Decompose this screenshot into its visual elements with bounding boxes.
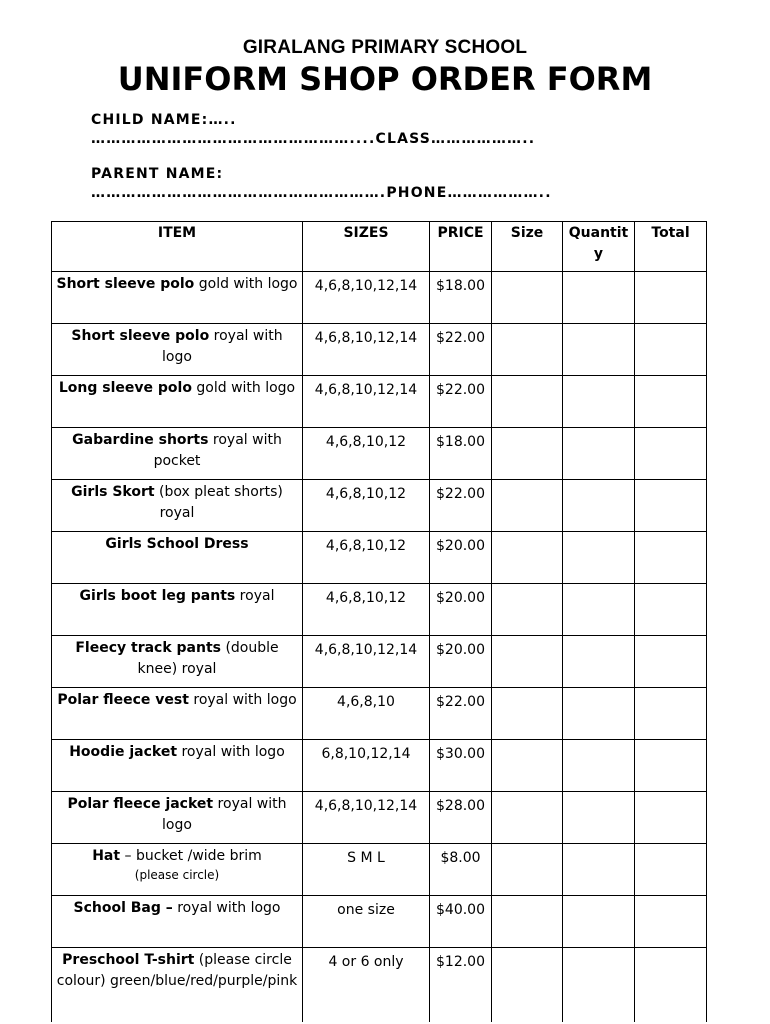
table-row (52, 376, 707, 428)
table-row (52, 480, 707, 532)
price-cell: $22.00 (430, 324, 492, 376)
total-entry-cell[interactable] (635, 428, 707, 480)
item-cell (52, 480, 303, 532)
size-entry-cell[interactable] (492, 636, 563, 688)
sizes-cell: 4,6,8,10,12,14 (303, 376, 430, 428)
table-row (52, 844, 707, 896)
item-description: royal with logo (177, 744, 285, 760)
header-item: ITEM (52, 222, 303, 272)
size-entry-cell[interactable] (492, 844, 563, 896)
item-cell (52, 428, 303, 480)
school-name: GIRALANG PRIMARY SCHOOL (242, 37, 528, 58)
sizes-cell: S M L (303, 844, 430, 896)
item-name: Polar fleece vest (57, 692, 189, 708)
quantity-entry-cell[interactable] (563, 272, 635, 324)
item-name: Gabardine shorts (72, 432, 209, 448)
sizes-cell: 4,6,8,10,12,14 (303, 272, 430, 324)
item-cell (52, 792, 303, 844)
item-cell (52, 896, 303, 948)
quantity-entry-cell[interactable] (563, 740, 635, 792)
sizes-cell: 4,6,8,10,12,14 (303, 792, 430, 844)
total-entry-cell[interactable] (635, 792, 707, 844)
table-row (52, 740, 707, 792)
table-row (52, 584, 707, 636)
quantity-entry-cell[interactable] (563, 792, 635, 844)
size-entry-cell[interactable] (492, 480, 563, 532)
item-description: gold with logo (194, 276, 298, 292)
price-cell: $20.00 (430, 584, 492, 636)
price-cell: $20.00 (430, 532, 492, 584)
table-row (52, 688, 707, 740)
price-cell: $20.00 (430, 636, 492, 688)
quantity-entry-cell[interactable] (563, 532, 635, 584)
sizes-cell: 4 or 6 only (303, 948, 430, 1023)
sizes-cell: 4,6,8,10,12 (303, 532, 430, 584)
table-row (52, 324, 707, 376)
size-entry-cell[interactable] (492, 532, 563, 584)
item-name: Girls boot leg pants (79, 588, 236, 604)
price-cell: $12.00 (430, 948, 492, 1023)
item-description: royal with logo (172, 900, 281, 916)
header-price: PRICE (430, 222, 492, 272)
item-cell (52, 324, 303, 376)
item-description: gold with logo (191, 380, 296, 396)
quantity-entry-cell[interactable] (563, 948, 635, 1023)
item-cell (52, 688, 303, 740)
total-entry-cell[interactable] (635, 272, 707, 324)
quantity-entry-cell[interactable] (563, 324, 635, 376)
item-description: (double knee) royal (137, 640, 279, 677)
header-sizes: SIZES (303, 222, 430, 272)
total-entry-cell[interactable] (635, 532, 707, 584)
total-entry-cell[interactable] (635, 584, 707, 636)
item-cell (52, 844, 303, 896)
table-row (52, 948, 707, 1023)
total-entry-cell[interactable] (635, 688, 707, 740)
item-description: royal with pocket (153, 432, 282, 469)
total-entry-cell[interactable] (635, 896, 707, 948)
table-row (52, 532, 707, 584)
size-entry-cell[interactable] (492, 428, 563, 480)
item-name: Hoodie jacket (69, 744, 178, 760)
item-cell (52, 636, 303, 688)
table-row (52, 428, 707, 480)
total-entry-cell[interactable] (635, 844, 707, 896)
item-name: School Bag – (73, 900, 173, 916)
table-row (52, 636, 707, 688)
table-row (52, 896, 707, 948)
child-name-field[interactable]: CHILD NAME:….. (91, 112, 237, 128)
item-cell (52, 740, 303, 792)
table-row (52, 792, 707, 844)
size-entry-cell[interactable] (492, 948, 563, 1023)
sizes-cell: 4,6,8,10 (303, 688, 430, 740)
price-cell: $18.00 (430, 428, 492, 480)
price-cell: $28.00 (430, 792, 492, 844)
order-table (51, 221, 707, 1022)
quantity-entry-cell[interactable] (563, 480, 635, 532)
size-entry-cell[interactable] (492, 688, 563, 740)
price-cell: $8.00 (430, 844, 492, 896)
header-total: Total (635, 222, 707, 272)
total-entry-cell[interactable] (635, 636, 707, 688)
sizes-cell: 4,6,8,10,12,14 (303, 324, 430, 376)
item-cell (52, 532, 303, 584)
total-entry-cell[interactable] (635, 480, 707, 532)
item-name: Hat (92, 848, 121, 864)
item-description: (box pleat shorts) royal (154, 484, 283, 521)
table-header-row (52, 222, 707, 272)
item-name: Polar fleece jacket (67, 796, 214, 812)
item-name: Girls Skort (71, 484, 155, 500)
item-description: (please circle colour) green/blue/red/purple/pink (56, 952, 298, 989)
total-entry-cell[interactable] (635, 740, 707, 792)
quantity-entry-cell[interactable] (563, 896, 635, 948)
item-name: Preschool T-shirt (62, 952, 195, 968)
price-cell: $22.00 (430, 376, 492, 428)
size-entry-cell[interactable] (492, 896, 563, 948)
sizes-cell: 6,8,10,12,14 (303, 740, 430, 792)
price-cell: $22.00 (430, 688, 492, 740)
price-cell: $30.00 (430, 740, 492, 792)
sizes-cell: 4,6,8,10,12 (303, 428, 430, 480)
phone-field[interactable]: ………………………………………………….PHONE……………….. (91, 185, 552, 201)
size-entry-cell[interactable] (492, 584, 563, 636)
header-size: Size (492, 222, 563, 272)
item-cell (52, 948, 303, 1023)
quantity-entry-cell[interactable] (563, 376, 635, 428)
price-cell: $18.00 (430, 272, 492, 324)
size-entry-cell[interactable] (492, 740, 563, 792)
quantity-entry-cell[interactable] (563, 584, 635, 636)
item-name: Girls School Dress (105, 536, 249, 552)
table-row (52, 272, 707, 324)
sizes-cell: one size (303, 896, 430, 948)
item-cell (52, 376, 303, 428)
item-cell (52, 584, 303, 636)
item-description: royal with logo (188, 692, 297, 708)
item-description: royal (235, 588, 275, 604)
item-note: (please circle) (134, 868, 220, 882)
total-entry-cell[interactable] (635, 324, 707, 376)
size-entry-cell[interactable] (492, 324, 563, 376)
total-entry-cell[interactable] (635, 376, 707, 428)
quantity-entry-cell[interactable] (563, 636, 635, 688)
parent-name-field[interactable]: PARENT NAME: (91, 166, 224, 182)
header-quantity: Quantity (563, 222, 635, 272)
item-name: Short sleeve polo (56, 276, 195, 292)
item-cell (52, 272, 303, 324)
item-name: Short sleeve polo (71, 328, 210, 344)
total-entry-cell[interactable] (635, 948, 707, 1023)
price-cell: $40.00 (430, 896, 492, 948)
quantity-entry-cell[interactable] (563, 688, 635, 740)
sizes-cell: 4,6,8,10,12,14 (303, 636, 430, 688)
item-name: Fleecy track pants (75, 640, 221, 656)
size-entry-cell[interactable] (492, 376, 563, 428)
size-entry-cell[interactable] (492, 272, 563, 324)
form-title: UNIFORM SHOP ORDER FORM (117, 60, 653, 98)
class-field[interactable]: ……………………………………………....CLASS……………….. (91, 131, 536, 147)
sizes-cell: 4,6,8,10,12 (303, 584, 430, 636)
item-description: royal with logo (162, 796, 287, 833)
quantity-entry-cell[interactable] (563, 844, 635, 896)
sizes-cell: 4,6,8,10,12 (303, 480, 430, 532)
item-description: royal with logo (162, 328, 283, 365)
quantity-entry-cell[interactable] (563, 428, 635, 480)
item-name: Long sleeve polo (58, 380, 192, 396)
price-cell: $22.00 (430, 480, 492, 532)
item-description: – bucket /wide brim (120, 848, 262, 864)
size-entry-cell[interactable] (492, 792, 563, 844)
